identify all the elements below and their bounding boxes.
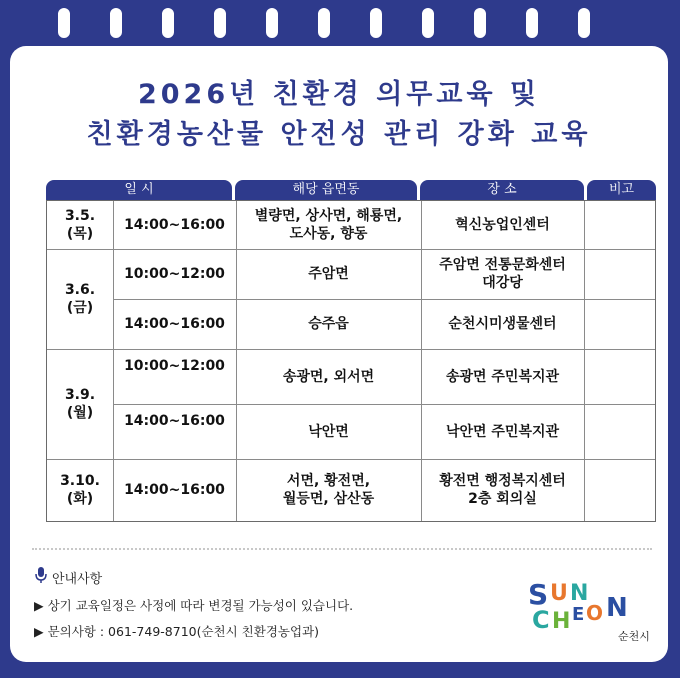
time-cell: 14:00~16:00 bbox=[124, 316, 225, 332]
date-cell bbox=[47, 249, 113, 349]
binding-ring bbox=[212, 6, 228, 40]
time-cell: 14:00~16:00 bbox=[124, 482, 225, 498]
place-line: 주암면 전통문화센터 bbox=[439, 257, 566, 273]
place-line: 송광면 주민복지관 bbox=[445, 368, 560, 385]
binding-ring bbox=[368, 6, 384, 40]
calendar-binding bbox=[0, 0, 680, 46]
place-line: 황전면 행정복지센터 bbox=[439, 473, 566, 489]
time-cell: 10:00~12:00 bbox=[124, 266, 225, 282]
area-line: 승주읍 bbox=[308, 316, 349, 332]
area-cell bbox=[236, 201, 421, 249]
area-line: 송광면, 외서면 bbox=[282, 368, 375, 385]
binding-ring bbox=[524, 6, 540, 40]
svg-text:S: S bbox=[528, 578, 549, 611]
date-text: 3.10. bbox=[60, 473, 100, 489]
date-cell bbox=[47, 349, 113, 459]
place-cell bbox=[421, 404, 584, 459]
binding-ring bbox=[316, 6, 332, 40]
binding-ring bbox=[56, 6, 72, 40]
area-line: 낙안면 bbox=[308, 423, 349, 440]
place-cell bbox=[421, 201, 584, 249]
date-text: 3.6. bbox=[64, 282, 96, 298]
header-area: 해당 읍면동 bbox=[235, 180, 417, 200]
date-cell bbox=[47, 201, 113, 249]
binding-ring bbox=[472, 6, 488, 40]
place-cell bbox=[421, 459, 584, 521]
svg-text:U: U bbox=[550, 581, 568, 606]
area-cell bbox=[236, 459, 421, 521]
area-cell bbox=[236, 249, 421, 299]
place-line: 낙안면 주민복지관 bbox=[445, 423, 560, 440]
area-line: 주암면 bbox=[308, 266, 349, 282]
area-cell bbox=[236, 299, 421, 349]
area-cell bbox=[236, 349, 421, 404]
header-remarks: 비고 bbox=[587, 180, 656, 200]
place-line: 대강당 bbox=[482, 275, 523, 291]
area-line: 도사동, 향동 bbox=[289, 226, 368, 242]
binding-ring bbox=[108, 6, 124, 40]
dotted-divider bbox=[32, 548, 652, 550]
svg-text:H: H bbox=[552, 609, 571, 634]
day-text: (월) bbox=[66, 405, 94, 421]
place-cell bbox=[421, 349, 584, 404]
header-datetime: 일 시 bbox=[46, 180, 232, 200]
notice-heading-text: 안내사항 bbox=[52, 571, 103, 587]
header-place: 장 소 bbox=[420, 180, 584, 200]
place-cell bbox=[421, 299, 584, 349]
binding-ring bbox=[264, 6, 280, 40]
day-text: (화) bbox=[66, 491, 94, 507]
area-cell bbox=[236, 404, 421, 459]
svg-text:O: O bbox=[586, 601, 604, 625]
area-line: 서면, 황전면, bbox=[286, 473, 371, 489]
svg-text:N: N bbox=[606, 593, 628, 623]
place-line: 순천시미생물센터 bbox=[448, 316, 557, 332]
suncheon-logo bbox=[522, 576, 652, 646]
calendar-page bbox=[10, 46, 668, 662]
date-text: 3.9. bbox=[64, 387, 96, 403]
logo-caption: 순천시 bbox=[618, 630, 650, 643]
day-text: (금) bbox=[66, 300, 94, 316]
binding-ring bbox=[160, 6, 176, 40]
notice-heading bbox=[34, 566, 353, 588]
place-line: 2층 회의실 bbox=[468, 491, 537, 507]
time-cell: 10:00~12:00 bbox=[124, 358, 225, 374]
binding-ring bbox=[420, 6, 436, 40]
day-text: (목) bbox=[66, 226, 94, 242]
notice-section bbox=[34, 566, 353, 648]
svg-text:C: C bbox=[532, 606, 550, 634]
title-line-2: 친환경농산물 안전성 관리 강화 교육 bbox=[86, 119, 592, 150]
notice-item: ▶ 문의사항 : 061-749-8710(순천시 친환경농업과) bbox=[34, 624, 319, 639]
time-cell: 14:00~16:00 bbox=[124, 413, 225, 429]
date-cell bbox=[47, 459, 113, 521]
schedule-grid bbox=[46, 200, 656, 522]
microphone-icon bbox=[34, 566, 48, 588]
time-cell: 14:00~16:00 bbox=[124, 217, 225, 233]
area-line: 별량면, 상사면, 해룡면, bbox=[254, 208, 403, 224]
area-line: 월등면, 삼산동 bbox=[282, 491, 375, 507]
place-cell bbox=[421, 249, 584, 299]
binding-ring bbox=[576, 6, 592, 40]
date-text: 3.5. bbox=[64, 208, 96, 224]
notice-item: ▶ 상기 교육일정은 사정에 따라 변경될 가능성이 있습니다. bbox=[34, 598, 354, 613]
svg-text:E: E bbox=[572, 604, 585, 625]
place-line: 혁신농업인센터 bbox=[455, 217, 550, 233]
svg-text:N: N bbox=[570, 581, 589, 606]
title-line-1: 2026년 친환경 의무교육 및 bbox=[137, 79, 541, 110]
